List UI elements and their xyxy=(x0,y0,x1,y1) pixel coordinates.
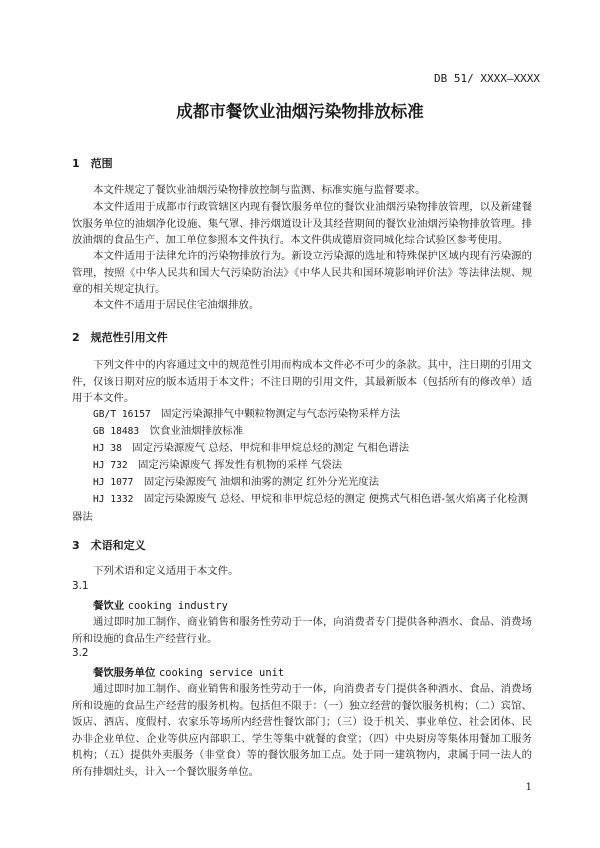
section-2-intro: 下列文件中的内容通过文中的规范性引用而构成本文件必不可少的条款。其中，注日期的引用文件，仅该日期对应的版本适用于本文件；不注日期的引用文件，其最新版本（包括所有的修改单）适用于本文件。 xyxy=(72,359,532,404)
term-definition: 通过即时加工制作、商业销售和服务性劳动于一体，向消费者专门提供各种酒水、食品、消费场所和设施的食品生产经营的服务机构。包括但不限于：（一）独立经营的餐饮服务机构；（二）宾馆、饭店、酒店、度假村、农家乐等场所内经营性餐饮部门；（三）设于机关、事业单位、社会团体、民办非企业单位、企业等供应内部职工、学生等集中就餐的食堂；（四）中央厨房等集体用餐加工服务机构；（五）提供外卖服务（非堂食）等的餐饮服务加工点。处于同一建筑物内，隶属于同一法人的所有排烟灶头，计入一个餐饮服务单位。 xyxy=(72,683,532,778)
reference-item: GB 18483 饮食业油烟排放标准 xyxy=(93,425,244,437)
term-number: 3.2 xyxy=(72,647,89,659)
section-1-paragraph-3: 本文件适用于法律允许的污染物排放行为。新设立污染源的选址和特殊保护区域内现有污染源的管理，按照《中华人民共和国大气污染防治法》《中华人民共和国环境影响评价法》等法律法规、规章的相关规定执行。 xyxy=(72,250,532,295)
document-code: DB 51/ XXXX—XXXX xyxy=(434,72,540,85)
section-1-paragraph-2: 本文件适用于成都市行政管辖区内现有餐饮服务单位的餐饮业油烟污染物排放管理，以及新建餐饮服务单位的油烟净化设施、集气罩、排污烟道设计及其经营期间的餐饮业油烟污染物排放管理。排放油烟的食品生产、加工单位参照本文件执行。本文件供成德眉资同城化综合试验区参考使用。 xyxy=(72,201,532,246)
term-number: 3.1 xyxy=(72,580,89,592)
term-heading: 餐饮业 cooking industry xyxy=(93,600,228,612)
reference-item: GB/T 16157 固定污染源排气中颗粒物测定与气态污染物采样方法 xyxy=(93,408,401,420)
section-3-intro: 下列术语和定义适用于本文件。 xyxy=(93,565,239,577)
section-1-heading: 1 范围 xyxy=(72,157,113,170)
section-3-heading: 3 术语和定义 xyxy=(72,539,146,552)
document-title: 成都市餐饮业油烟污染物排放标准 xyxy=(176,102,424,121)
reference-item: HJ 1077 固定污染源废气 油烟和油雾的测定 红外分光光度法 xyxy=(93,476,380,488)
term-heading: 餐饮服务单位 cooking service unit xyxy=(93,667,285,679)
section-2-heading: 2 规范性引用文件 xyxy=(72,331,168,344)
term-definition: 通过即时加工制作、商业销售和服务性劳动于一体，向消费者专门提供各种酒水、食品、消费场所和设施的食品生产经营行业。 xyxy=(72,616,532,645)
reference-item: HJ 1332 固定污染源废气 总烃、甲烷和非甲烷总烃的测定 便携式气相色谱-氢火焰离子化检测器法 xyxy=(72,493,529,523)
reference-item: HJ 732 固定污染源废气 挥发性有机物的采样 气袋法 xyxy=(93,459,343,471)
section-1-paragraph-4: 本文件不适用于居民住宅油烟排放。 xyxy=(93,299,260,311)
page-number: 1 xyxy=(525,782,532,793)
reference-item: HJ 38 固定污染源废气 总烃、甲烷和非甲烷总烃的测定 气相色谱法 xyxy=(93,442,410,454)
section-1-paragraph-1: 本文件规定了餐饮业油烟污染物排放控制与监测、标准实施与监督要求。 xyxy=(93,184,426,196)
